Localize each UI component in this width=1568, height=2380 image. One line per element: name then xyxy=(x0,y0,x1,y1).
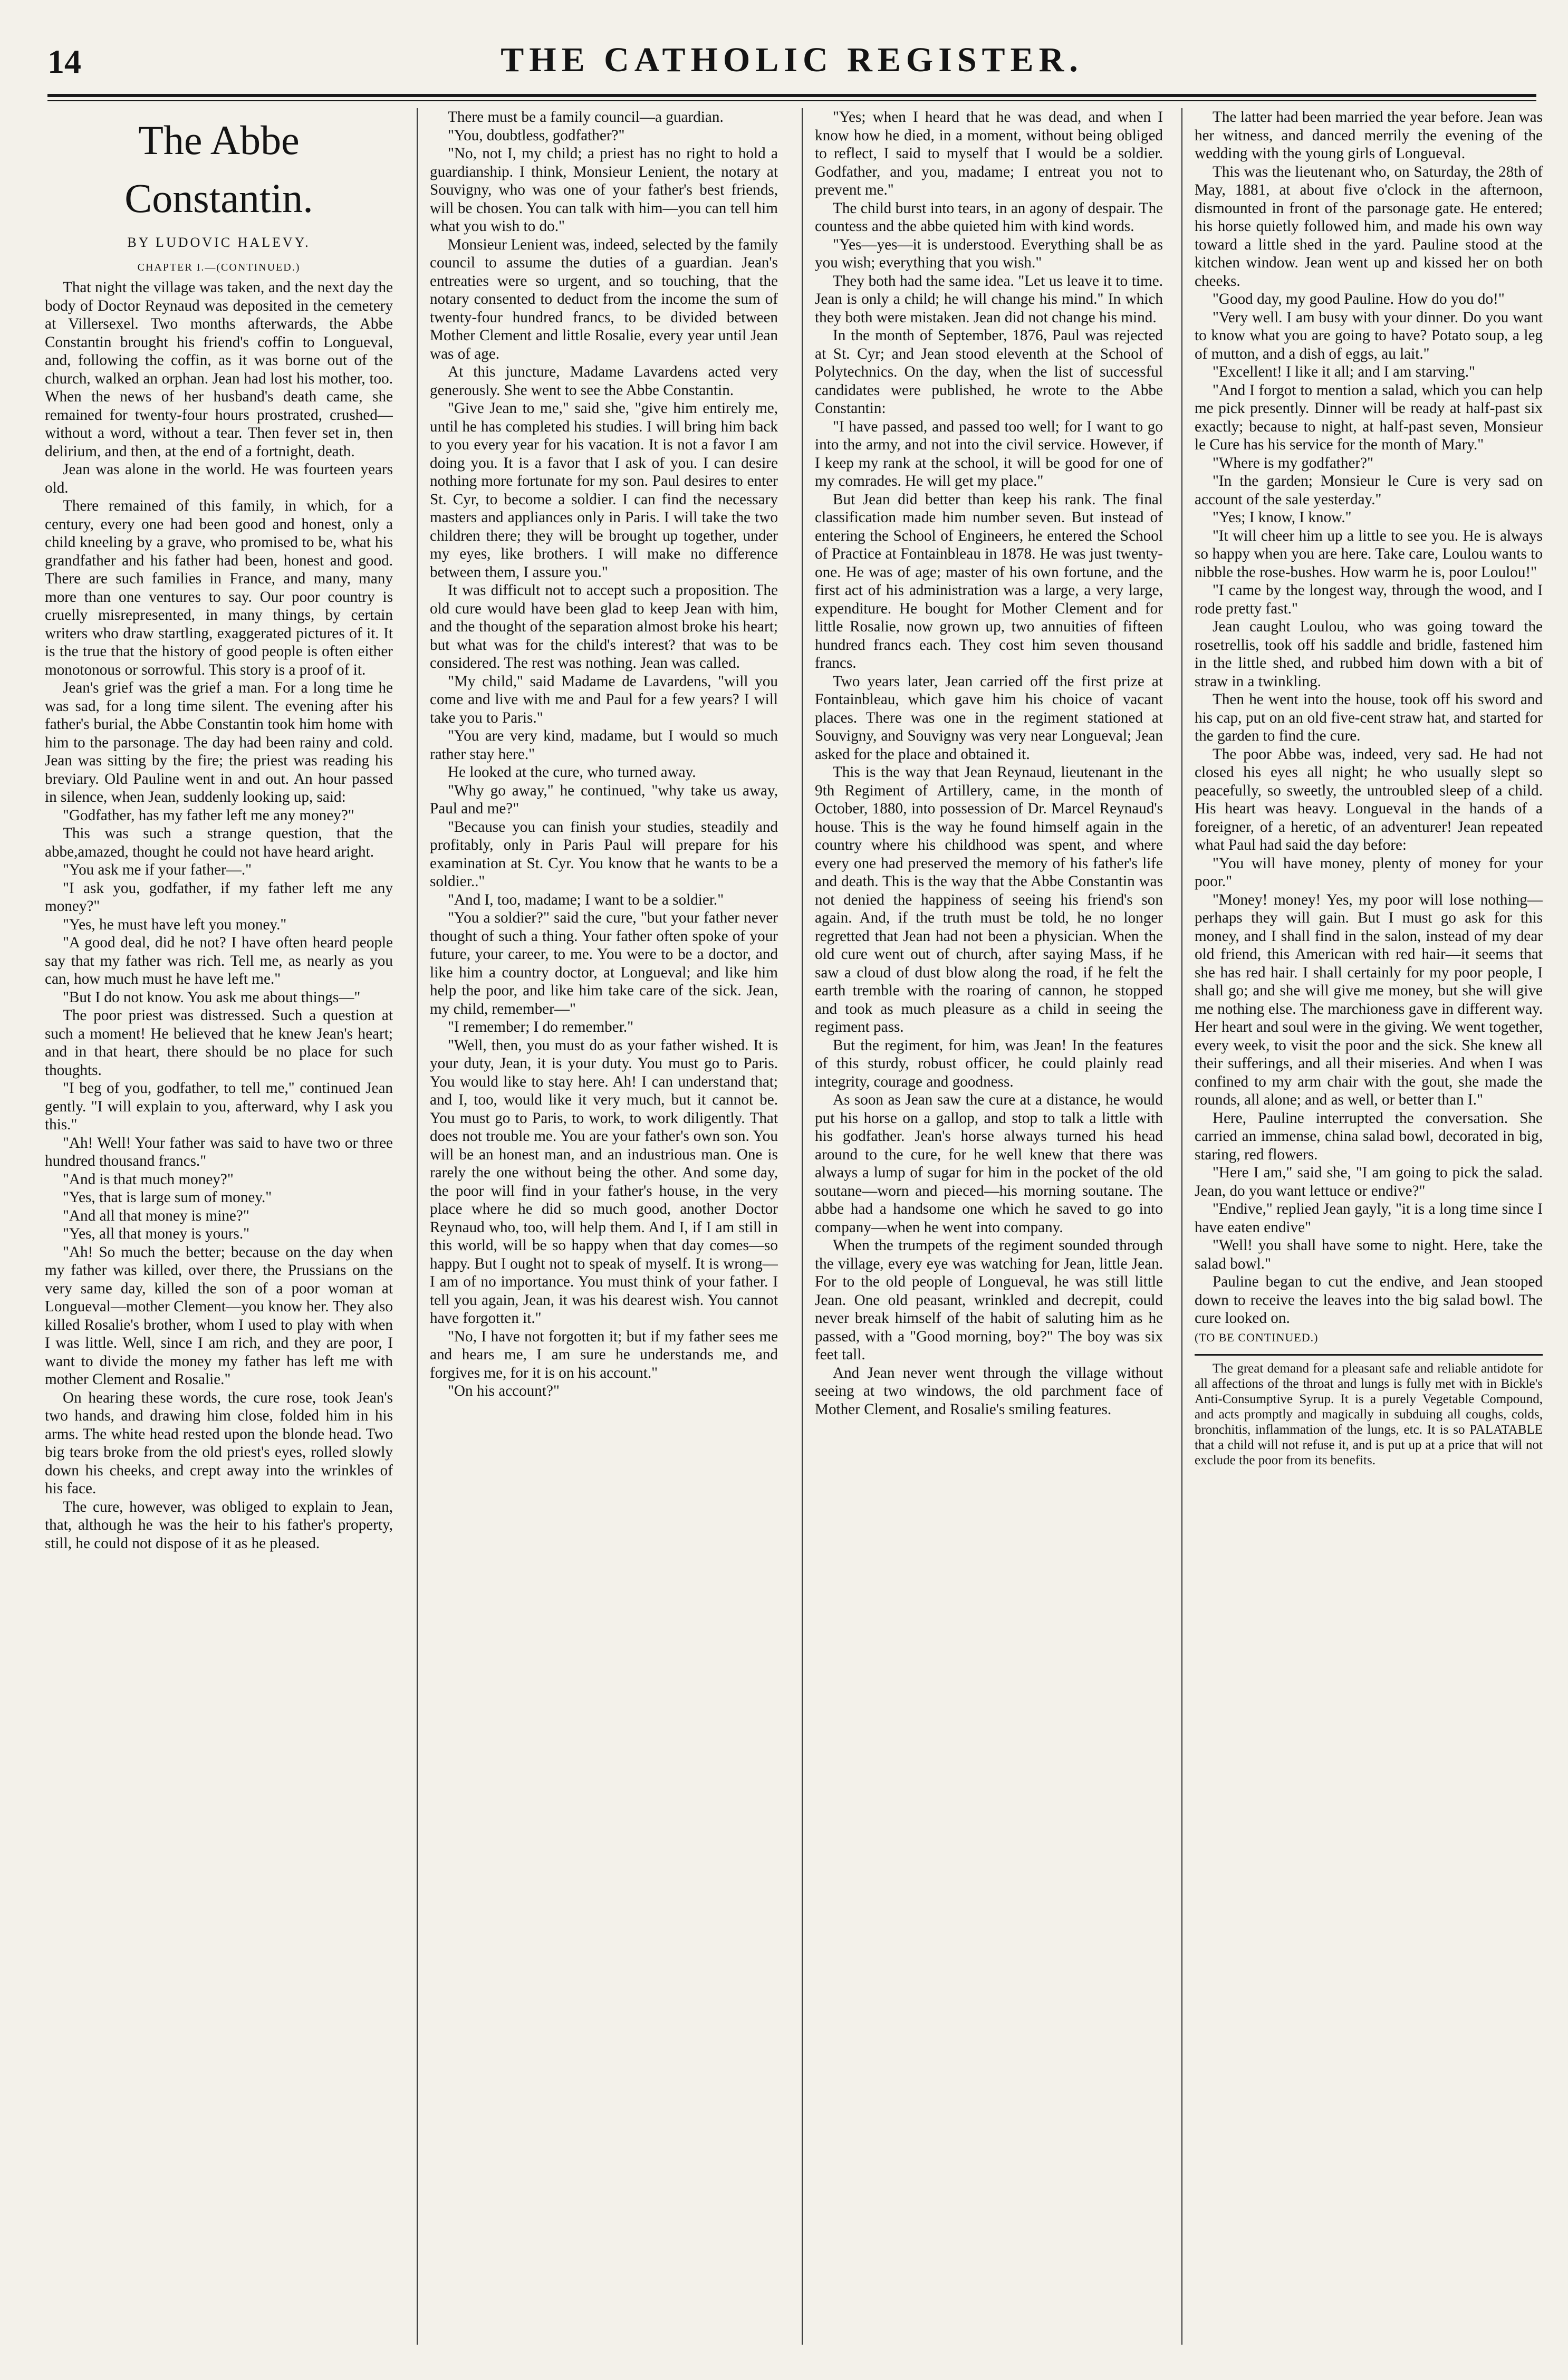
paragraph: This is the way that Jean Reynaud, lieutenant in the 9th Regiment of Artillery, came, in the month of October, 1880, into possession of Dr. Marcel Reynaud's house. This is the way he found himself again in the country where his childhood was spent, and where every one had preserved the memory of his father's life and death. This is the way that the Abbe Constantin was not denied the happiness of seeing his friend's son again. And, if the truth must be told, he no longer regretted that Jean had not been a physician. When the old cure went out of church, after saying Mass, if he saw a cloud of dust blow along the road, if he felt the earth tremble with the roaring of cannon, he stopped and took as much pleasure as a child in seeing the regiment pass. xyxy=(815,764,1163,1035)
story-title: The Abbe Constantin. xyxy=(124,117,313,221)
paragraph: "Yes, he must have left you money." xyxy=(63,916,287,933)
to-be-continued: (TO BE CONTINUED.) xyxy=(1195,1330,1319,1344)
paragraph: That night the village was taken, and the next day the body of Doctor Reynaud was deposited in the cemetery at Villersexel. Two months afterwards, the Abbe Constantin brought his friend's coffin to Longueval, and, following the coffin, as it was borne out of the church, walked an orphan. Jean had lost his mother, too. When the news of her husband's death came, she remained for twenty-four hours prostrated, crushed—without a word, without a tear. Then fever set in, then delirium, and then, at the end of a fortnight, death. xyxy=(45,279,393,460)
paragraph: "You will have money, plenty of money for your poor." xyxy=(1195,855,1543,890)
paragraph: Two years later, Jean carried off the first prize at Fontainbleau, which gave him his choice of vacant places. There was one in the regiment stationed at Souvigny, and Souvigny was very near Longueval; Jean asked for the place and obtained it. xyxy=(815,673,1163,763)
paragraph: Monsieur Lenient was, indeed, selected by the family council to assume the duties of a guardian. Jean's entreaties were so urgent, and so touching, that the notary consented to deduct from the income the sum of twenty-four hundred francs, to be divided between Mother Clement and little Rosalie, every year until Jean was of age. xyxy=(430,236,778,362)
paragraph: "But I do not know. You ask me about things—" xyxy=(63,989,361,1006)
paragraph: "Yes—yes—it is understood. Everything shall be as you wish; everything that you wish." xyxy=(815,236,1163,271)
paragraph: "A good deal, did he not? I have often heard people say that my father was rich. Tell me, as nearly as you can, how much must he have left me." xyxy=(45,934,393,987)
paragraph: "I came by the longest way, through the wood, and I rode pretty fast." xyxy=(1195,582,1543,617)
paragraph: It was difficult not to accept such a proposition. The old cure would have been glad to keep Jean with him, and the thought of the separation almost broke his heart; but what was for the child's interest? that was to be considered. The rest was nothing. Jean was called. xyxy=(430,582,778,671)
column-divider xyxy=(1181,108,1182,2345)
paragraph: Then he went into the house, took off his sword and his cap, put on an old five-cent straw hat, and started for the garden to find the cure. xyxy=(1195,691,1543,744)
column-divider xyxy=(802,108,803,2345)
paragraph: Jean caught Loulou, who was going toward the rosetrellis, took off his saddle and bridle, fastened him in the little shed, and rubbed him down with a bit of straw in a twinkling. xyxy=(1195,618,1543,690)
paragraph: "Good day, my good Pauline. How do you do!" xyxy=(1213,291,1505,308)
column-3-text xyxy=(815,108,1163,1418)
column-2-text xyxy=(430,108,778,1400)
paragraph: The poor priest was distressed. Such a question at such a moment! He believed that he knew Jean's heart; and in that heart, there should be no place for such thoughts. xyxy=(45,1007,393,1079)
paragraph: They both had the same idea. "Let us leave it to time. Jean is only a child; he will change his mind." In which they both were mistaken. Jean did not change his mind. xyxy=(815,272,1163,326)
paragraph: On hearing these words, the cure rose, took Jean's two hands, and drawing him close, folded him in his arms. The white head rested upon the blonde head. Two big tears broke from the old priest's eyes, rolled slowly down his cheeks, and crept away into the wrinkles of his face. xyxy=(45,1389,393,1497)
column-1-text xyxy=(45,279,393,1552)
paragraph: "I ask you, godfather, if my father left me any money?" xyxy=(45,879,393,915)
paragraph: The latter had been married the year before. Jean was her witness, and danced merrily the evening of the wedding with the young girls of Longueval. xyxy=(1195,109,1543,162)
paragraph: There must be a family council—a guardian. xyxy=(448,109,724,126)
paragraph: When the trumpets of the regiment sounded through the village, every eye was watching for Jean, little Jean. For to the old people of Longueval, he was still little Jean. One old peasant, wrinkled and decrepit, could never break himself of the habit of saluting him as he passed, with a "Good morning, boy?" The boy was six feet tall. xyxy=(815,1237,1163,1363)
paragraph: The cure, however, was obliged to explain to Jean, that, although he was the heir to his father's property, still, he could not dispose of it as he pleased. xyxy=(45,1498,393,1552)
paragraph: "And I, too, madame; I want to be a soldier." xyxy=(448,891,724,908)
page-number: 14 xyxy=(47,43,81,80)
paragraph: But the regiment, for him, was Jean! In the features of this sturdy, robust officer, he could plainly read integrity, courage and goodness. xyxy=(815,1037,1163,1090)
paragraph: The poor Abbe was, indeed, very sad. He had not closed his eyes all night; he who usually slept so peacefully, so sweetly, the untroubled sleep of a child. His heart was heavy. Longueval in the hands of a foreigner, of a heretic, of an adventurer! Jean repeated what Paul had said the day before: xyxy=(1195,745,1543,853)
paragraph: This was the lieutenant who, on Saturday, the 28th of May, 1881, at about five o'clock in the afternoon, dismounted in front of the parsonage gate. He entered; his horse quietly followed him, and made his own way toward a little shed in the yard. Pauline stood at the kitchen window. Jean went up and kissed her on both cheeks. xyxy=(1195,163,1543,290)
paragraph: "My child," said Madame de Lavardens, "will you come and live with me and Paul for a few years? I will take you to Paris." xyxy=(430,673,778,726)
paragraph: "Godfather, has my father left me any money?" xyxy=(63,807,354,824)
paragraph: This was such a strange question, that the abbe,amazed, thought he could not have heard aright. xyxy=(45,825,393,860)
paragraph: Jean's grief was the grief a man. For a long time he was sad, for a long time silent. The evening after his father's burial, the Abbe Constantin took him home with him to the parsonage. The day had been rainy and cold. Jean was sitting by the fire; the priest was reading his breviary. Old Pauline went in and out. An hour passed in silence, when Jean, suddenly looking up, said: xyxy=(45,679,393,805)
paragraph: "Yes; I know, I know." xyxy=(1213,509,1352,526)
paragraph: But Jean did better than keep his rank. The final classification made him number seven. But instead of entering the School of Engineers, he entered the School of Practice at Fontainbleau in 1878. He was just twenty-one. He was of age; master of his own fortune, and the first act of his administration was a large, a very large, expenditure. He bought for Mother Clement and for little Rosalie, now grown up, two annuities of fifteen hundred francs each. They cost him seven thousand francs. xyxy=(815,491,1163,671)
paragraph: "No, not I, my child; a priest has no right to hold a guardianship. I think, Monsieur Lenient, the notary at Souvigny, who was one of your father's best friends, will be chosen. You can talk with him—you can tell him what you wish to do." xyxy=(430,145,778,235)
paragraph: In the month of September, 1876, Paul was rejected at St. Cyr; and Jean stood eleventh at the School of Polytechnics. On the day, when the list of successful candidates were published, he wrote to the Abbe Constantin: xyxy=(815,327,1163,417)
paragraph: "On his account?" xyxy=(448,1383,560,1399)
paragraph: "And all that money is mine?" xyxy=(63,1207,249,1224)
header-rule-thin xyxy=(47,100,1536,101)
paragraph: "Well, then, you must do as your father wished. It is your duty, Jean, it is your duty. You must go to Paris. You would like to stay here. Ah! I can understand that; and I, too, would like it very much, but it cannot be. You must go to Paris, to work, to work diligently. That does not trouble me. You are your father's own son. You will be an honest man, and an industrious man. One is rarely the one without being the other. And some day, the poor will find in your father's house, in the very place where he did so much good, another Doctor Reynaud who, too, will help them. And I, if I am still in this world, will be so happy when that day comes—so happy. But I ought not to speak of myself. It is wrong—I am of no importance. You must think of your father. I tell you again, Jean, it was his dearest wish. You cannot have forgotten it." xyxy=(430,1037,778,1327)
publication-title: THE CATHOLIC REGISTER. xyxy=(501,41,1083,79)
paragraph: "Yes, all that money is yours." xyxy=(63,1225,250,1242)
paragraph: "Money! money! Yes, my poor will lose nothing—perhaps they will gain. But I must go ask for this money, and I shall find in the salon, instead of my dear old friend, this American with red hair—it seems that she has red hair. I shall certainly for my poor people, I shall go; and she will give me money, but she will give me nothing else. The marchioness gave in different way. Her heart and soul were in the giving. We went together, every week, to visit the poor and the sick. She knew all their sufferings, and all their miseries. And when I was confined to my arm chair with the gout, she made the rounds, all alone; and as well, or better than I." xyxy=(1195,891,1543,1108)
paragraph: "I beg of you, godfather, to tell me," continued Jean gently. "I will explain to you, afterward, why I ask you this." xyxy=(45,1080,393,1133)
paragraph: "Yes, that is large sum of money." xyxy=(63,1189,272,1206)
paragraph: "Well! you shall have some to night. Here, take the salad bowl." xyxy=(1195,1237,1543,1272)
continued-note xyxy=(1195,1328,1543,1347)
paragraph: "No, I have not forgotten it; but if my father sees me and hears me, I am sure he understands me, and forgives me, for it is on his account." xyxy=(430,1328,778,1381)
column-2 xyxy=(430,108,778,2345)
advertisement-text: The great demand for a pleasant safe and reliable antidote for all affections of the throat and lungs is fully met with in Bickle's Anti-Consumptive Syrup. It is a purely Vegetable Compound, and acts promptly and magically in subduing all coughs, colds, bronchitis, inflammation of the lungs, etc. It is so PALATABLE that a child will not refuse it, and is put up at a price that will not exclude the poor from its benefits. xyxy=(1195,1361,1543,1467)
paragraph: "Ah! Well! Your father was said to have two or three hundred thousand francs." xyxy=(45,1134,393,1169)
paragraph: "Yes; when I heard that he was dead, and when I know how he died, in a moment, without being obliged to reflect, I said to myself that I would be a soldier. Godfather, and you, madame; I entreat you not to prevent me." xyxy=(815,109,1163,198)
paragraph: And Jean never went through the village without seeing at two windows, the old parchment face of Mother Clement, and Rosalie's smiling features. xyxy=(815,1364,1163,1418)
paragraph: "Here I am," said she, "I am going to pick the salad. Jean, do you want lettuce or endive?" xyxy=(1195,1164,1543,1199)
paragraph: "I have passed, and passed too well; for I want to go into the army, and not into the civil service. However, if I keep my rank at the school, it will be good for one of my comrades. He will get my place." xyxy=(815,418,1163,490)
paragraph: "Excellent! I like it all; and I am starving." xyxy=(1213,363,1475,380)
page-header xyxy=(47,32,1536,95)
paragraph: "You are very kind, madame, but I would so much rather stay here." xyxy=(430,727,778,763)
paragraph: "Why go away," he continued, "why take us away, Paul and me?" xyxy=(430,782,778,817)
header-rule-thick xyxy=(47,94,1536,97)
paragraph: Pauline began to cut the endive, and Jean stooped down to receive the leaves into the big salad bowl. The cure looked on. xyxy=(1195,1273,1543,1327)
paragraph: "I remember; I do remember." xyxy=(448,1019,634,1035)
paragraph: "Give Jean to me," said she, "give him entirely me, until he has completed his studies. I will bring him back to you every year for his vacation. It is not a favor I am doing you. It is a favor that I ask of you. I can desire nothing more fortunate for my son. Paul desires to enter St. Cyr, to become a soldier. I can find the necessary masters and appliances only in Paris. I will take the two children there; they will be brought up together, under my eyes, like brothers. I will make no difference between them, I assure you." xyxy=(430,400,778,581)
paragraph: There remained of this family, in which, for a century, every one had been good and honest, only a child kneeling by a grave, who promised to be, what his grandfather and his father had been, honest and good. There are such families in France, and many, many more than one ventures to say. Our poor country is cruelly misrepresented, in many things, by certain writers who draw startling, exaggerated pictures of it. It is the true that the history of good people is often either monotonous or sorrowful. This story is a proof of it. xyxy=(45,497,393,678)
paragraph: "You a soldier?" said the cure, "but your father never thought of such a thing. Your father often spoke of your future, your career, to me. You were to be a doctor, and like him a country doctor, at Longueval; and like him help the poor, and like him take care of the sick. Jean, my child, remember—" xyxy=(430,909,778,1018)
advertisement xyxy=(1195,1361,1543,1468)
paragraph: "Endive," replied Jean gayly, "it is a long time since I have eaten endive" xyxy=(1195,1201,1543,1236)
paragraph: At this juncture, Madame Lavardens acted very generously. She went to see the Abbe Constantin. xyxy=(430,363,778,399)
paragraph: Jean was alone in the world. He was fourteen years old. xyxy=(45,461,393,496)
paragraph: "In the garden; Monsieur le Cure is very sad on account of the sale yesterday." xyxy=(1195,473,1543,508)
paragraph: "And I forgot to mention a salad, which you can help me pick presently. Dinner will be ready at half-past six exactly; because to night, at half-past seven, Monsieur le Cure has his service for the month of Mary." xyxy=(1195,381,1543,453)
column-4-text xyxy=(1195,108,1543,1328)
advertisement-rule xyxy=(1195,1354,1543,1356)
column-3 xyxy=(815,108,1163,2345)
paragraph: "And is that much money?" xyxy=(63,1170,234,1188)
paragraph: He looked at the cure, who turned away. xyxy=(448,764,696,781)
column-divider xyxy=(417,108,418,2345)
column-1 xyxy=(45,108,393,2345)
paragraph: As soon as Jean saw the cure at a distance, he would put his horse on a gallop, and stop to talk a little with his godfather. Jean's horse always turned his head around to the cure, for he well knew that there was always a lump of sugar for him in the pocket of the old soutane—worn and pieced—his morning soutane. The abbe had a handsome one which he saved to go into company—when he went into company. xyxy=(815,1091,1163,1236)
story-author: BY LUDOVIC HALEVY. xyxy=(127,235,311,250)
paragraph: The child burst into tears, in an agony of despair. The countess and the abbe quieted him with kind words. xyxy=(815,199,1163,235)
paragraph: Here, Pauline interrupted the conversation. She carried an immense, china salad bowl, decorated in big, staring, red flowers. xyxy=(1195,1109,1543,1163)
paragraph: "Ah! So much the better; because on the day when my father was killed, over there, the Prussians on the very same day, killed the son of a poor woman at Longueval—mother Clement—you know her. They also killed Rosalie's brother, whom I used to play with when I was little. Well, since I am rich, and they are poor, I want to divide the money my father has left me with mother Clement and Rosalie." xyxy=(45,1243,393,1388)
paragraph: "You ask me if your father—." xyxy=(63,861,252,878)
paragraph: "You, doubtless, godfather?" xyxy=(448,127,625,144)
paragraph: "Where is my godfather?" xyxy=(1213,454,1374,472)
paragraph: "Because you can finish your studies, steadily and profitably, only in Paris Paul will prepare for his examination at St. Cyr. You know that he wants to be a soldier.." xyxy=(430,818,778,890)
chapter-heading: CHAPTER I.—(CONTINUED.) xyxy=(137,261,301,273)
paragraph: "It will cheer him up a little to see you. He is always so happy when you are here. Take care, Loulou wants to nibble the rose-bushes. How warm he is, poor Loulou!" xyxy=(1195,527,1543,581)
paragraph: "Very well. I am busy with your dinner. Do you want to know what you are going to have? Potato soup, a leg of mutton, and a dish of eggs, au lait." xyxy=(1195,309,1543,362)
column-4 xyxy=(1195,108,1543,2345)
